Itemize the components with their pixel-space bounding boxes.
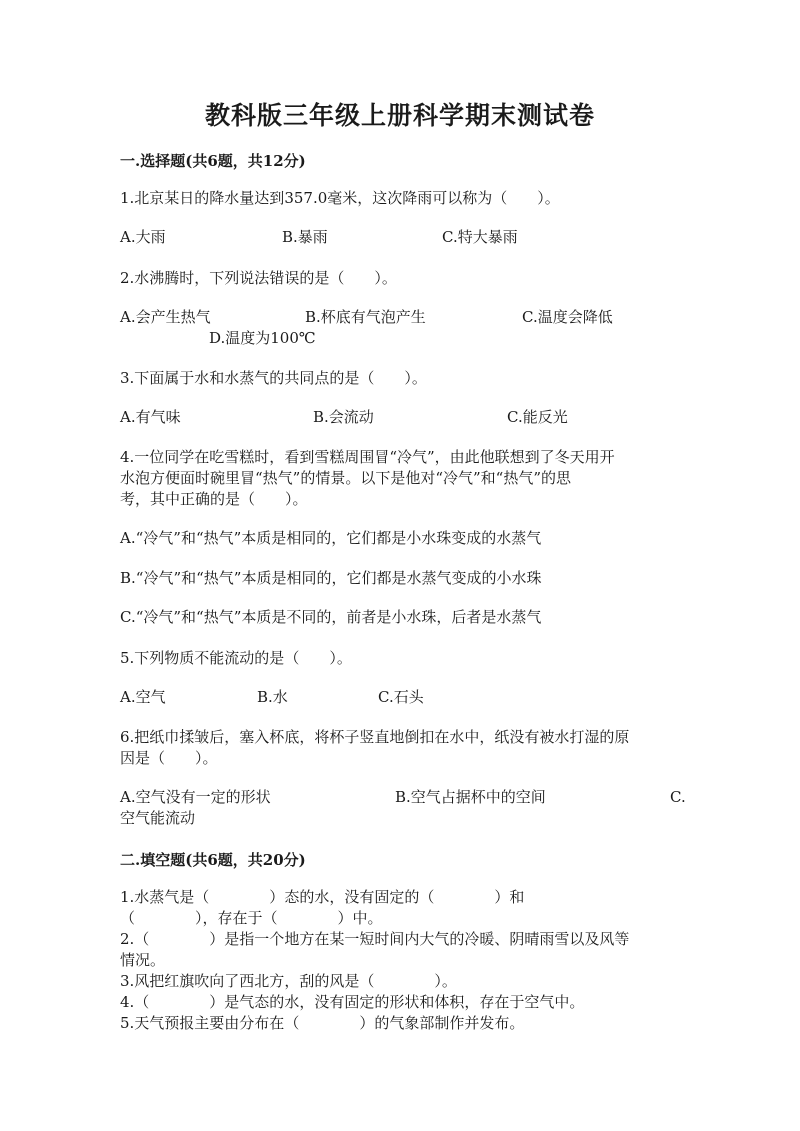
fill-blank-line-2: （ ），存在于（ ）中。 xyxy=(120,909,383,927)
option-a: A.空气没有一定的形状 xyxy=(120,788,271,806)
option-a: A.有气味 xyxy=(120,408,181,426)
option-a: A.空气 xyxy=(120,688,166,706)
question-5-stem: 5.下列物质不能流动的是（ ）。 xyxy=(120,649,352,667)
question-4-option-c: C.“冷气”和“热气”本质是不同的，前者是小水珠，后者是水蒸气 xyxy=(120,608,542,626)
option-c: C.温度会降低 xyxy=(522,308,613,326)
question-4-option-a: A.“冷气”和“热气”本质是相同的，它们都是小水珠变成的水蒸气 xyxy=(120,529,542,547)
question-4-stem-line-3: 考，其中正确的是（ ）。 xyxy=(120,490,308,508)
question-6-stem-line-1: 6.把纸巾揉皱后，塞入杯底，将杯子竖直地倒扣在水中，纸没有被水打湿的原 xyxy=(120,728,630,746)
option-b: B.杯底有气泡产生 xyxy=(305,308,426,326)
option-c: C.石头 xyxy=(378,688,424,706)
option-c: C.能反光 xyxy=(507,408,568,426)
question-6-stem-line-2: 因是（ ）。 xyxy=(120,749,218,767)
option-c-label: C. xyxy=(670,788,686,806)
option-c-text: 空气能流动 xyxy=(120,809,196,827)
option-c: C.特大暴雨 xyxy=(442,228,518,246)
option-a: A.会产生热气 xyxy=(120,308,211,326)
option-d: D.温度为100℃ xyxy=(209,329,316,347)
question-2-options xyxy=(120,306,690,350)
fill-blank-line-3: 2.（ ）是指一个地方在某一短时间内大气的冷暖、阴晴雨雪以及风等 xyxy=(120,930,630,948)
section-heading-choice: 一.选择题(共6题，共12分) xyxy=(120,152,306,170)
question-2-stem: 2.水沸腾时，下列说法错误的是（ ）。 xyxy=(120,269,397,287)
fill-blank-line-5: 3.风把红旗吹向了西北方，刮的风是（ ）。 xyxy=(120,972,457,990)
option-b: B.水 xyxy=(257,688,288,706)
question-4-option-b: B.“冷气”和“热气”本质是相同的，它们都是水蒸气变成的小水珠 xyxy=(120,569,542,587)
option-b: B.会流动 xyxy=(313,408,374,426)
fill-blank-line-1: 1.水蒸气是（ ）态的水，没有固定的（ ）和 xyxy=(120,888,525,906)
question-1-stem: 1.北京某日的降水量达到357.0毫米，这次降雨可以称为（ ）。 xyxy=(120,189,560,207)
option-b: B.暴雨 xyxy=(282,228,328,246)
option-a: A.大雨 xyxy=(120,228,166,246)
exam-title: 教科版三年级上册科学期末测试卷 xyxy=(204,101,595,130)
fill-blank-line-4: 情况。 xyxy=(120,951,166,969)
question-1-options xyxy=(120,226,690,270)
question-4-stem-line-1: 4.一位同学在吃雪糕时，看到雪糕周围冒“冷气”，由此他联想到了冬天用开 xyxy=(120,448,615,466)
fill-blank-line-6: 4.（ ）是气态的水，没有固定的形状和体积，存在于空气中。 xyxy=(120,993,585,1011)
question-6-options xyxy=(120,786,690,830)
question-3-stem: 3.下面属于水和水蒸气的共同点的是（ ）。 xyxy=(120,369,427,387)
question-5-options xyxy=(120,686,690,730)
fill-blank-line-7: 5.天气预报主要由分布在（ ）的气象部制作并发布。 xyxy=(120,1014,525,1032)
option-b: B.空气占据杯中的空间 xyxy=(395,788,546,806)
section-heading-fill-blank: 二.填空题(共6题，共20分) xyxy=(120,851,306,869)
question-4-stem-line-2: 水泡方便面时碗里冒“热气”的情景。以下是他对“冷气”和“热气”的思 xyxy=(120,469,572,487)
question-3-options xyxy=(120,406,690,450)
